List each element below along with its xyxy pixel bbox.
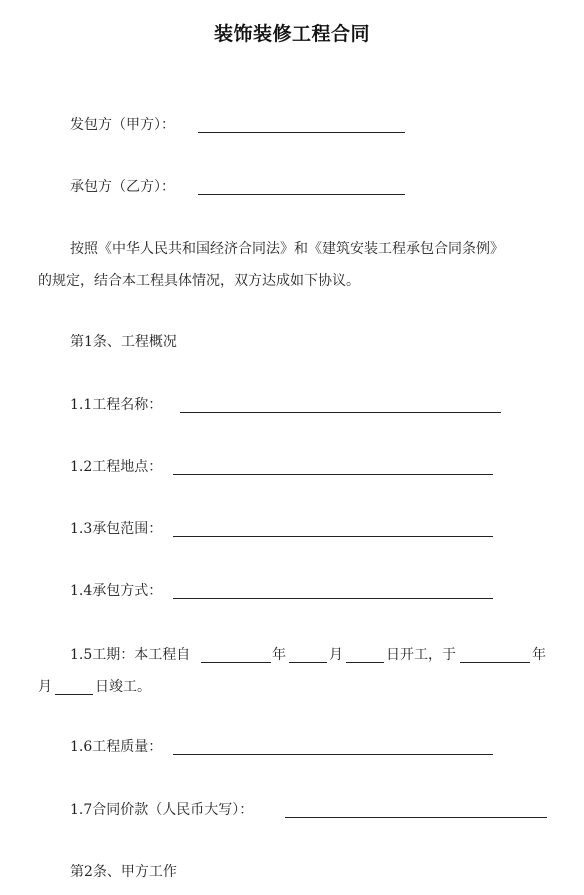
party-b-label: 承包方（乙方）：	[70, 179, 175, 195]
item-1-7-blank[interactable]	[285, 817, 547, 818]
start-day-blank[interactable]	[346, 662, 384, 663]
intro-line-2: 的规定，结合本工程具体情况，双方达成如下协议。	[38, 273, 360, 289]
start-year-blank[interactable]	[201, 662, 271, 663]
document-title: 装饰装修工程合同	[213, 23, 370, 45]
party-a-blank[interactable]	[198, 132, 405, 133]
item-1-2-label: 1.2工程地点：	[70, 459, 163, 475]
article-2-heading: 第2条、甲方工作	[70, 864, 177, 880]
item-1-2-blank[interactable]	[173, 474, 493, 475]
item-1-3-label: 1.3承包范围：	[70, 521, 163, 537]
party-b-blank[interactable]	[198, 194, 405, 195]
item-1-1-blank[interactable]	[180, 412, 501, 413]
start-day-label: 日开工，于	[386, 647, 456, 663]
item-1-5-lead: 1.5工期：本工程自	[70, 647, 191, 663]
start-year-label: 年	[272, 647, 286, 663]
item-1-7-label: 1.7合同价款（人民币大写）：	[70, 802, 254, 818]
item-1-4-label: 1.4承包方式：	[70, 583, 163, 599]
intro-line-1: 按照《中华人民共和国经济合同法》和《建筑安装工程承包合同条例》	[70, 241, 504, 257]
article-1-heading: 第1条、工程概况	[70, 334, 177, 350]
end-year-blank[interactable]	[460, 662, 530, 663]
start-month-label: 月	[329, 647, 343, 663]
item-1-3-blank[interactable]	[173, 536, 493, 537]
start-month-blank[interactable]	[289, 662, 327, 663]
end-month-blank[interactable]	[55, 694, 93, 695]
item-1-1-label: 1.1工程名称：	[70, 397, 163, 413]
item-1-4-blank[interactable]	[173, 598, 493, 599]
end-month-label: 月	[38, 679, 52, 695]
end-year-label: 年	[532, 647, 546, 663]
item-1-6-label: 1.6工程质量：	[70, 739, 163, 755]
party-a-label: 发包方（甲方）：	[70, 117, 175, 133]
item-1-6-blank[interactable]	[173, 754, 493, 755]
end-day-label: 日竣工。	[95, 679, 151, 695]
